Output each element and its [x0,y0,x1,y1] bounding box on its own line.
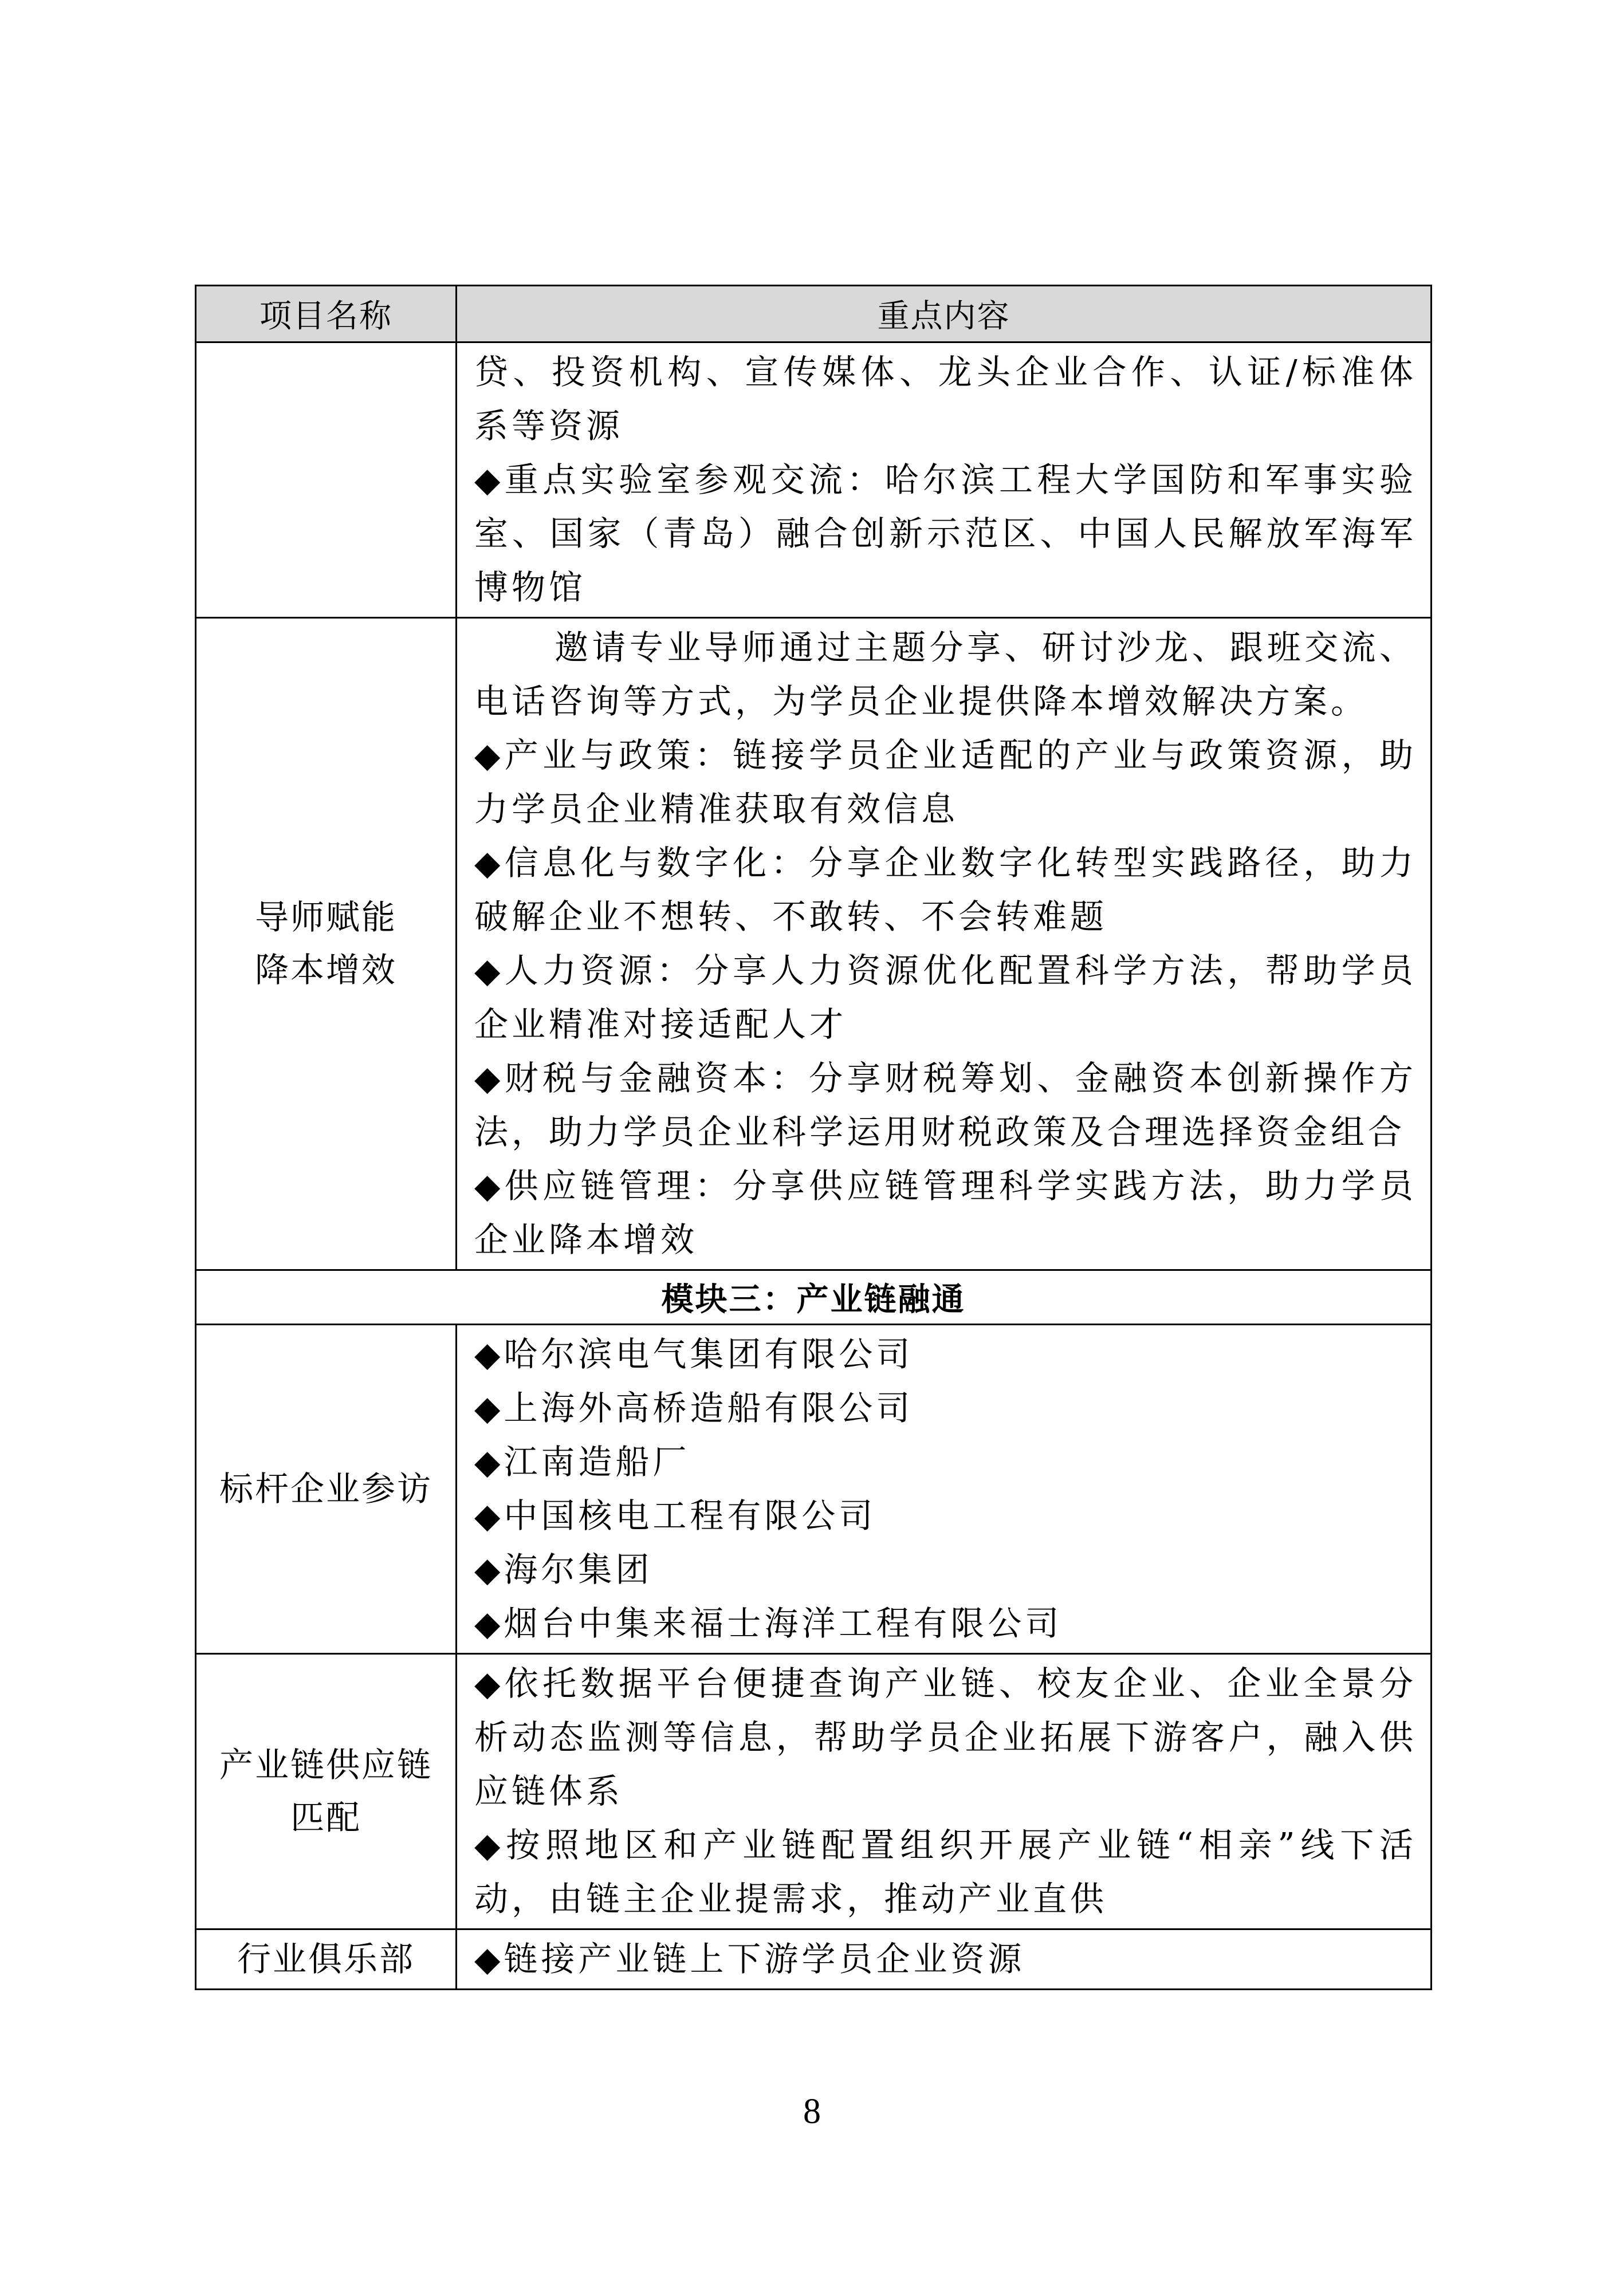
content-line: ◆信息化与数字化：分享企业数字化转型实践路径，助力破解企业不想转、不敢转、不会转难题 [474,843,1417,936]
content-line: ◆财税与金融资本：分享财税筹划、金融资本创新操作方法，助力学员企业科学运用财税政策及合理选择资金组合 [474,1058,1417,1152]
content-line: ◆上海外高桥造船有限公司 [474,1388,914,1428]
content-line: ◆海尔集团 [474,1550,653,1589]
content-line: ◆链接产业链上下游学员企业资源 [474,1939,1025,1979]
header-key-content: 重点内容 [457,286,1432,342]
content-table [195,285,1432,1990]
row-name-line: 导师赋能 [254,897,397,937]
table-row [196,1325,1432,1654]
content-line: ◆依托数据平台便捷查询产业链、校友企业、企业全景分析动态监测等信息，帮助学员企业拓展下游客户，融入供应链体系 [474,1664,1417,1811]
module-title-row [196,1270,1432,1325]
header-project-name: 项目名称 [196,286,457,342]
content-line: ◆供应链管理：分享供应链管理科学实践方法，助力学员企业降本增效 [474,1166,1417,1259]
row-name-cell: 标杆企业参访 [196,1325,457,1654]
row-content-cell [457,342,1432,618]
content-line: ◆按照地区和产业链配置组织开展产业链“相亲”线下活动，由链主企业提需求，推动产业直供 [474,1825,1417,1919]
content-line: 贷、投资机构、宣传媒体、龙头企业合作、认证/标准体系等资源 [474,352,1417,446]
row-name-cell [196,342,457,618]
table-row [196,618,1432,1270]
content-line: ◆人力资源：分享人力资源优化配置科学方法，帮助学员企业精准对接适配人才 [474,951,1417,1044]
table-row [196,1654,1432,1929]
row-content-cell [457,618,1432,1270]
row-name-cell [196,1654,457,1929]
content-line: ◆中国核电工程有限公司 [474,1496,876,1535]
row-name-line: 降本增效 [254,950,397,990]
content-line: ◆重点实验室参观交流：哈尔滨工程大学国防和军事实验室、国家（青岛）融合创新示范区、中国人民解放军海军博物馆 [474,460,1417,607]
table-header-row [196,286,1432,342]
row-content-cell [457,1654,1432,1929]
row-name-cell: 行业俱乐部 [196,1929,457,1990]
row-name-line: 产业链供应链 [219,1745,432,1785]
row-content-cell [457,1929,1432,1990]
content-line: ◆哈尔滨电气集团有限公司 [474,1334,914,1374]
table-row [196,1929,1432,1990]
content-line: ◆烟台中集来福士海洋工程有限公司 [474,1604,1063,1643]
content-line: ◆产业与政策：链接学员企业适配的产业与政策资源，助力学员企业精准获取有效信息 [474,735,1417,829]
page-number: 8 [803,2092,821,2131]
row-content-cell [457,1325,1432,1654]
content-intro: 邀请专业导师通过主题分享、研讨沙龙、跟班交流、电话咨询等方式，为学员企业提供降本增效解决方案。 [474,628,1417,721]
table-row [196,342,1432,618]
content-line: ◆江南造船厂 [474,1442,690,1482]
row-name-line: 匹配 [290,1798,361,1837]
row-name-cell [196,618,457,1270]
module-title: 模块三：产业链融通 [196,1270,1432,1325]
